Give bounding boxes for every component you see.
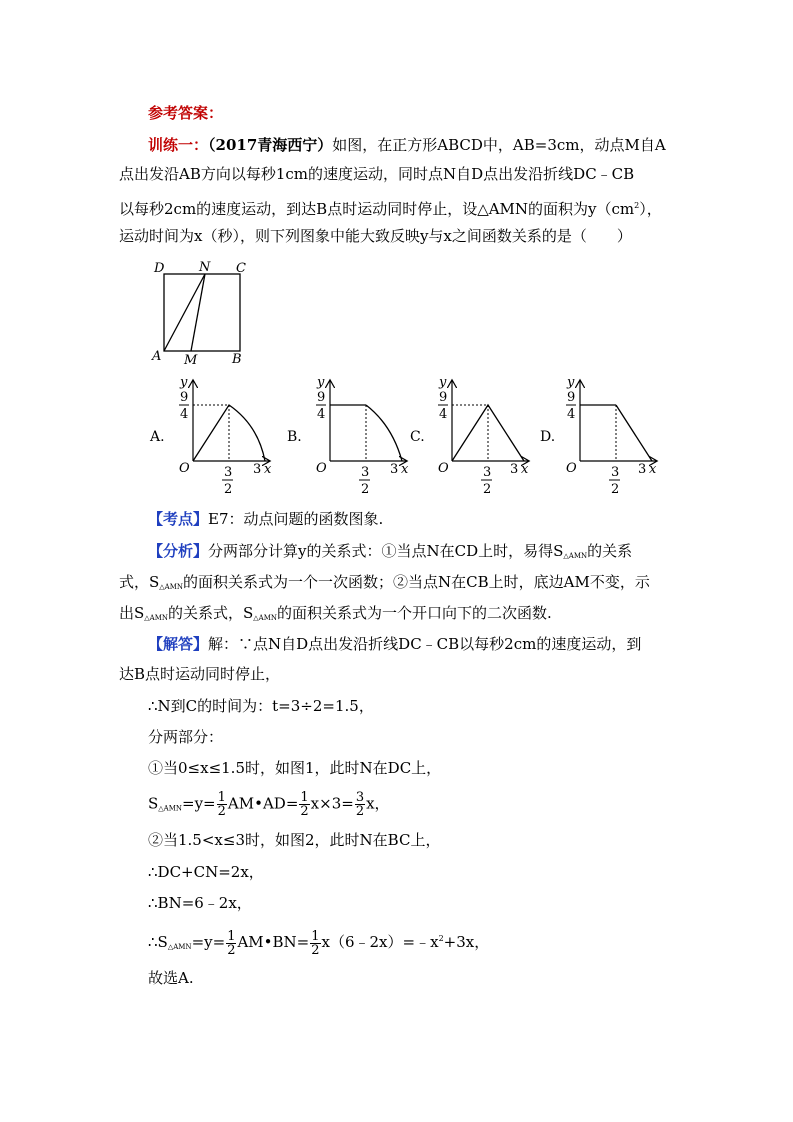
label-D: D	[154, 261, 165, 276]
jieda-line-6	[148, 791, 390, 819]
label-A: A	[152, 349, 162, 364]
problem-source: （2017青海西宁）	[208, 136, 333, 154]
answer-heading: 参考答案：	[148, 104, 224, 122]
graph-b-x-num: 3	[361, 465, 370, 480]
label-B: B	[232, 352, 242, 367]
graph-c-origin: O	[438, 461, 449, 476]
graph-c	[452, 381, 528, 461]
graph-a-y-den: 4	[180, 407, 189, 422]
kaodian-tag: 【考点】	[148, 510, 209, 528]
graph-a-origin: O	[179, 461, 190, 476]
frac-den: 2	[355, 804, 365, 819]
jieda-6e: x，	[366, 794, 390, 813]
fenxi-text-3a: 出S	[119, 604, 145, 622]
graph-c-x-label: x	[521, 462, 529, 477]
fenxi-text-2b: 的面积关系式为一个一次函数；②当点N在CB上时，底边AM不变，示	[183, 573, 650, 591]
graph-c-x-3: 3	[510, 462, 519, 477]
jieda-text-1: 解：∵点N自D点出发沿折线DC﹣CB以每秒2cm的速度运动，到	[208, 635, 642, 653]
graph-b-x-label: x	[401, 462, 409, 477]
graph-c-x-num: 3	[483, 465, 492, 480]
graph-d-x-label: x	[649, 462, 657, 477]
problem-label: 训练一：	[148, 136, 209, 154]
jieda-tag: 【解答】	[148, 635, 209, 653]
graph-b-y-den: 4	[317, 407, 326, 422]
frac-num: 1	[311, 928, 320, 944]
fenxi-line-1	[148, 541, 632, 566]
problem-text-1: 如图，在正方形ABCD中，AB=3cm，动点M自A	[332, 136, 666, 154]
option-a-label[interactable]: A.	[150, 429, 165, 445]
jieda-line-8: ∴DC+CN=2x，	[148, 863, 264, 881]
label-M: M	[184, 353, 198, 368]
graph-c-y-num: 9	[439, 390, 448, 405]
graph-d-x-num: 3	[611, 465, 620, 480]
graph-d-y-label: y	[567, 375, 575, 390]
fenxi-line-3	[119, 603, 552, 628]
graph-c-x-den: 2	[483, 482, 492, 497]
problem-text-3sup: 2	[634, 201, 640, 210]
jieda-10sup: 2	[438, 934, 444, 943]
jieda-6c: AM•AD=	[227, 794, 299, 813]
graph-d-x-3: 3	[638, 462, 647, 477]
graph-a-x-label: x	[264, 462, 272, 477]
fenxi-sub-1: △AMN	[563, 552, 588, 560]
fenxi-text-2a: 式，S	[119, 573, 160, 591]
fenxi-text-1b: 的关系	[587, 542, 633, 560]
frac-den: 2	[311, 942, 320, 958]
jieda-line-5: ①当0≤x≤1.5时，如图1，此时N在DC上，	[148, 759, 442, 777]
graph-c-y-label: y	[439, 375, 447, 390]
fraction-half-2	[299, 791, 309, 818]
graph-a-x-den: 2	[224, 482, 233, 497]
graph-a	[193, 381, 269, 461]
graph-d	[580, 381, 656, 461]
jieda-6sub: △AMN	[158, 804, 183, 813]
jieda-10sub: △AMN	[167, 943, 192, 951]
option-c-label[interactable]: C.	[410, 429, 425, 445]
fraction-half-1	[217, 791, 227, 818]
fraction-three-halves	[355, 791, 365, 818]
graph-d-origin: O	[566, 461, 577, 476]
label-N: N	[199, 260, 211, 275]
frac-den: 2	[227, 942, 236, 958]
fenxi-text-3c: 的面积关系式为一个开口向下的二次函数.	[277, 604, 552, 622]
fenxi-sub-3: △AMN	[144, 614, 169, 622]
jieda-6a: S	[148, 794, 159, 813]
jieda-line-7: ②当1.5<x≤3时，如图2，此时N在BC上，	[148, 831, 441, 849]
jieda-line-9: ∴BN=6﹣2x，	[148, 894, 252, 912]
graph-a-y-label: y	[180, 375, 188, 390]
graph-b-y-label: y	[317, 375, 325, 390]
jieda-line-11: 故选A.	[148, 969, 194, 987]
graph-d-y-den: 4	[567, 407, 576, 422]
problem-line-2: 点出发沿AB方向以每秒1cm的速度运动，同时点N自D点出发沿折线DC﹣CB	[119, 165, 635, 183]
frac-num: 1	[217, 790, 226, 805]
problem-line-3	[119, 196, 662, 219]
kaodian-text: E7：动点问题的函数图象.	[208, 510, 384, 528]
graph-b	[330, 381, 406, 461]
jieda-10e: +3x，	[443, 933, 490, 951]
jieda-line-4: 分两部分：	[148, 728, 224, 746]
frac-den: 2	[300, 804, 309, 819]
jieda-10a: ∴S	[148, 933, 168, 951]
jieda-6b: =y=	[182, 794, 216, 813]
graph-d-x-den: 2	[611, 482, 620, 497]
graph-a-x-num: 3	[224, 465, 233, 480]
problem-line-1	[148, 135, 666, 155]
fraction-half-3	[226, 930, 236, 957]
jieda-10b: =y=	[191, 933, 226, 951]
frac-den: 2	[217, 804, 226, 819]
jieda-line-10	[148, 929, 489, 957]
graph-c-y-den: 4	[439, 407, 448, 422]
fenxi-text-1a: 分两部分计算y的关系式：①当点N在CD上时，易得S	[208, 542, 564, 560]
fenxi-sub-4: △AMN	[253, 614, 278, 622]
graph-b-origin: O	[316, 461, 327, 476]
jieda-line-2: 达B点时运动同时停止，	[119, 665, 281, 683]
graph-a-y-num: 9	[180, 390, 189, 405]
option-b-label[interactable]: B.	[287, 429, 302, 445]
problem-text-3b: ），	[639, 200, 662, 218]
jieda-line-3: ∴N到C的时间为：t=3÷2=1.5，	[148, 697, 374, 715]
frac-num: 3	[355, 790, 365, 805]
graph-b-x-3: 3	[390, 462, 399, 477]
fenxi-sub-2: △AMN	[159, 583, 184, 591]
label-C: C	[236, 261, 246, 276]
graph-d-y-num: 9	[567, 390, 576, 405]
graph-b-y-num: 9	[317, 390, 326, 405]
fenxi-line-2	[119, 572, 650, 597]
graph-b-x-den: 2	[361, 482, 370, 497]
frac-num: 1	[227, 928, 236, 944]
problem-text-3a: 以每秒2cm的速度运动，到达B点时运动同时停止，设△AMN的面积为y（cm	[119, 200, 635, 218]
graph-a-x-3: 3	[253, 462, 262, 477]
jieda-10c: AM•BN=	[237, 933, 310, 951]
kaodian-line	[148, 509, 383, 529]
fraction-half-4	[310, 930, 320, 957]
frac-num: 1	[300, 790, 309, 805]
option-d-label[interactable]: D.	[540, 429, 556, 445]
problem-line-4: 运动时间为x（秒），则下列图象中能大致反映y与x之间函数关系的是（ ）	[119, 227, 632, 245]
jieda-6d: x×3=	[310, 794, 354, 813]
fenxi-text-3b: 的关系式，S	[168, 604, 254, 622]
fenxi-tag: 【分析】	[148, 542, 209, 560]
jieda-line-1	[148, 634, 641, 654]
jieda-10d: x（6﹣2x）=﹣x	[321, 933, 439, 951]
